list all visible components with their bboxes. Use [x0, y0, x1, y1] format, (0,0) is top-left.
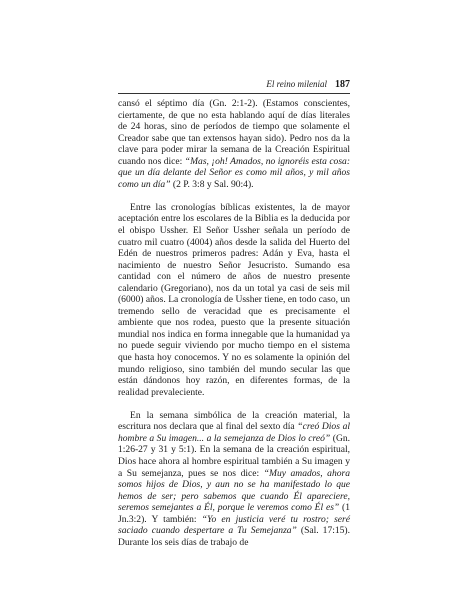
text-run: Entre las cronologías bíblicas existentes, la de mayor aceptación entre los escolares de la Biblia es la deducida por el obispo Ussher. El Señor Ussher señala un período de cuatro mil cuatro (4004) años desde la salida del Huerto del Edén de nuestros primeros padres: Adán y Eva, hasta el nacimiento de nuestro Señor Jesucristo. Sumando esa cantidad con el número de años de nuestro presente calendario (Gregoriano), nos da un total ya casi de seis mil (6000) años. La cronología de Ussher tiene, en todo caso, un tremendo sello de veracidad que es precisamente el ambiente que nos rodea, puesto que la presente situación mundial nos indica en forma innegable que la humanidad ya no puede seguir viviendo por mucho tiempo en el sistema que hasta hoy conocemos. Y no es solamente la opinión del mundo religioso, sino también del mundo secular las que están dándonos hoy razón, en diferentes formas, de la realidad prevaleciente. — [118, 201, 350, 398]
page-number: 187 — [335, 79, 350, 90]
paragraph-2 — [118, 202, 350, 398]
scripture-quote: “Muy amados, ahora somos hijos de Dios, y aun no se ha manifestado lo que hemos de ser; pero sabemos que cuando Él apareciere, seremos semejantes a Él, porque le veremos como Él es” — [118, 467, 350, 514]
text-run: (2 P. 3:8 y Sal. 90:4). — [170, 178, 254, 190]
running-header-title: El reino milenial — [266, 79, 327, 89]
text-run: (Sal. 17:15). Durante los seis días de trabajo de — [118, 525, 350, 548]
scripture-quote: “creó Dios al hombre a Su imagen... a la semejanza de Dios lo creó” — [118, 421, 351, 444]
paragraph-3 — [118, 410, 350, 549]
body-text — [118, 98, 350, 548]
text-run: En la semana simbólica de la creación material, la escritura nos declara que al final del sexto día — [118, 409, 350, 433]
paragraph-1 — [118, 98, 350, 190]
header-rule — [118, 93, 350, 94]
text-run: (1 Jn.3:2). Y también: — [118, 502, 350, 525]
scripture-quote: “Mas, ¡oh! Amados, no ignoréis esta cosa: que un día delante del Señor es como mil años, y mil años como un día” — [118, 155, 351, 190]
text-run: cansó el séptimo día (Gn. 2:1-2). (Estamos conscientes, ciertamente, de que no esta hablando aquí de días literales de 24 horas, sino de períodos de tiempo que solamente el Creador sabe que tan extensos hayan sido). Pedro nos da la clave para poder mirar la semana de la Creación Espiritual cuando nos dice: — [118, 98, 350, 167]
scripture-quote: “Yo en justicia veré tu rostro; seré saciado cuando despertare a Tu Semejanza” — [118, 513, 350, 537]
running-header — [118, 78, 350, 90]
text-run: (Gn. 1:26-27 y 31 y 5:1). En la semana de la creación espiritual, Dios hace ahora al hombre espiritual también a Su imagen y a Su semejanza, pues se nos dice: — [118, 432, 350, 479]
